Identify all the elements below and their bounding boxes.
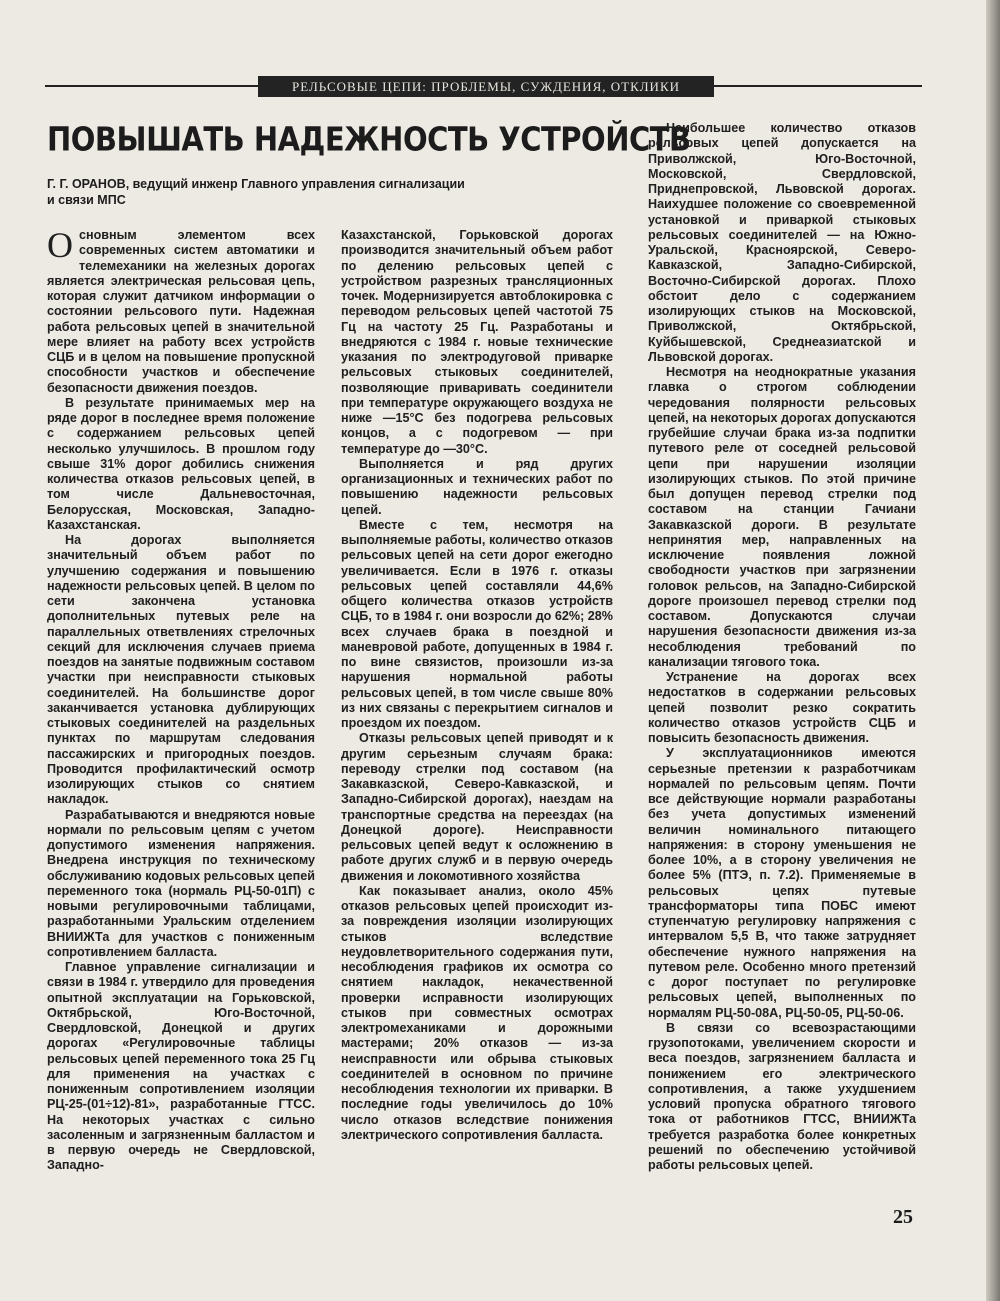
header-rule-left [45,85,260,87]
article-title: ПОВЫШАТЬ НАДЕЖНОСТЬ УСТРОЙСТВ [47,120,691,159]
paragraph: У эксплуатационников имеются серьезные претензии к разработчикам нормалей по рельсовым цепям. Почти все действующие нормали разработаны без учета допустимых изменений величин номинального питающего напряжения: в сторону уменьшения не более 10%, а в сторону увеличения не более 5% (ПТЭ, п. 7.2). Применяемые в рельсовых цепях путевые трансформаторы типа ПОБС имеют ступенчатую регулировку напряжения с интервалом 5,5 В, что также затрудняет обеспечение нужного напряжения на путевом реле. Особенно много претензий с дорог поступает по регулировке рельсовых цепей, выполненных по нормалям РЦ-50-08А, РЦ-50-05, РЦ-50-06. [648,746,916,1020]
header-rule-right [712,85,922,87]
paragraph: Как показывает анализ, около 45% отказов рельсовых цепей происходит из-за повреждения изоляции изолирующих стыков вследствие неудовлетворительного содержания пути, несоблюдения графиков их осмотра со снятием накладок, некачественной проверки исправности изолирующих стыков при совместных осмотрах электромеханиками и дорожными мастерами; 20% отказов — из-за неисправности или обрыва стыковых соединителей в основном по причине несоблюдения технологии их приварки. В последние годы увеличилось до 10% число отказов вследствие понижения электрического сопротивления балласта. [341,883,613,1142]
paragraph: Основным элементом всех современных систем автоматики и телемеханики на железных дорогах является электрическая рельсовая цепь, которая служит датчиком информации о состоянии рельсового пути. Надежная работа рельсовых цепей в значительной мере влияет на работу всех устройств СЦБ и в целом на повышение пропускной способности участков и обеспечение безопасности движения поездов. [47,225,315,395]
paragraph: На дорогах выполняется значительный объем работ по улучшению содержания и повышению надежности рельсовых цепей. В целом по сети закончена установка дополнительных путевых реле на параллельных ответвлениях стрелочных секций для исключения случаев приема поездов на занятые подвижным составом участки при неисправности стыковых соединителей. На большинстве дорог заканчивается установка дублирующих стыковых соединителей на раздельных пунктах по маршрутам следования пассажирских и пригородных поездов. Проводится профилактический осмотр изолирующих стыков со снятием накладок. [47,533,315,807]
drop-cap: О [47,225,73,265]
paragraph: Казахстанской, Горьковской дорогах производится значительный объем работ по делению рельсовых цепей с устройством разрезных трансляционных точек. Модернизируется автоблокировка с переводом рельсовых цепей частотой 75 Гц на частоту 25 Гц. Разработаны и внедряются с 1984 г. новые технические указания по электродуговой приварке рельсовых стыковых соединителей, позволяющие приваривать соединители при температуре окружающего воздуха не ниже —15°С без подогрева рельсовых концов, а с подогревом — при температуре до —30°С. [341,228,613,456]
paragraph: Несмотря на неоднократные указания главка о строгом соблюдении чередования полярности рельсовых цепей, на некоторых дорогах допускаются грубейшие случаи брака из-за подпитки путевого реле от соседней рельсовой цепи при нарушении изоляции изолирующих стыков. По этой причине был допущен перевод стрелки под составом на станции Гачиани Закавказской дороги. В результате непринятия мер, направленных на исключение появления ложной свободности участков при загрязнении головок рельсов, на Западно-Сибирской дороге произошел перевод стрелки под составом. Допускаются случаи нарушения безопасности движения из-за несоблюдения требований по канализации тягового тока. [648,365,916,669]
text-column-1 [47,225,315,1174]
paragraph: В связи со всевозрастающими грузопотоками, увеличением скорости и веса поездов, загрязнением балласта и понижением его электрического сопротивления, а также ухудшением условий пропуска обратного тягового тока от работников ГТСС, ВНИИЖТа требуется разработка более конкретных решений по обеспечению устойчивой работы рельсовых цепей. [648,1020,916,1172]
article-byline: Г. Г. ОРАНОВ, ведущий инженр Главного управления сигнализации и связи МПС [47,177,465,207]
paragraph: Вместе с тем, несмотря на выполняемые работы, количество отказов рельсовых цепей на сети дорог ежегодно увеличивается. Если в 1976 г. отказы рельсовых цепей составляли 44,6% общего количества отказов устройств СЦБ, то в 1984 г. они возросли до 62%; 28% всех случаев брака в поездной и маневровой работе, допущенных в 1984 г. по вине связистов, произошли из-за нарушения нормальной работы рельсовых цепей, в том числе свыше 80% из них связаны с перекрытием сигналов и проездом их поездом. [341,517,613,730]
text-column-2 [341,228,613,1143]
section-rubric: РЕЛЬСОВЫЕ ЦЕПИ: ПРОБЛЕМЫ, СУЖДЕНИЯ, ОТКЛИКИ [258,76,714,97]
paragraph: Отказы рельсовых цепей приводят и к другим серьезным случаям брака: переводу стрелки под составом (на Закавказской, Северо-Кавказской, и Западно-Сибирской дорогах), наездам на транспортные средства на переездах (на Донецкой дороге). Неисправности рельсовых цепей ведут к осложнению в работе других служб и в первую очередь движения и локомотивного хозяйства [341,731,613,883]
paragraph: Устранение на дорогах всех недостатков в содержании рельсовых цепей позволит резко сократить количество отказов устройств СЦБ и повысить безопасность движения. [648,670,916,745]
paragraph: Выполняется и ряд других организационных и технических работ по повышению надежности рельсовых цепей. [341,456,613,517]
paragraph: Наибольшее количество отказов рельсовых цепей допускается на Приволжской, Юго-Восточной, Московской, Свердловской, Приднепровской, Львовской дорогах. Наихудшее положение со своевременной установкой и приваркой стыковых рельсовых соединителей — на Южно-Уральской, Красноярской, Северо-Кавказской, Западно-Сибирской, Восточно-Сибирской дорогах. Плохо обстоит дело с содержанием изолирующих стыков на Московской, Приволжской, Октябрьской, Куйбышевской, Среднеазиатской и Львовской дорогах. [648,121,916,364]
page-number: 25 [893,1206,913,1228]
page-edge-shadow [986,0,1000,1301]
paragraph: В результате принимаемых мер на ряде дорог в последнее время положение с содержанием рельсовых цепей несколько улучшилось. В прошлом году свыше 31% дорог добились снижения количества отказов рельсовых цепей, в том числе Дальневосточная, Белорусская, Московская, Западно-Казахстанская. [47,395,315,532]
paragraph: Разрабатываются и внедряются новые нормали по рельсовым цепям с учетом допустимого изменения напряжения. Внедрена инструкция по техническому обслуживанию кодовых рельсовых цепей переменного тока (нормаль РЦ-50-01П) с новыми регулировочными таблицами, разработанными Уральским отделением ВНИИЖТа для участков с пониженным сопротивлением балласта. [47,807,315,959]
text-column-3 [648,121,916,1173]
paragraph: Главное управление сигнализации и связи в 1984 г. утвердило для проведения опытной эксплуатации на Горьковской, Октябрьской, Юго-Восточной, Свердловской, Донецкой и других дорогах «Регулировочные таблицы рельсовых цепей переменного тока 25 Гц для применения на участках с пониженным сопротивлением изоляции РЦ-25-(01÷12)-81», разработанные ГТСС. На некоторых участках с сильно засоленным и загрязненным балластом и в первую очередь не Свердловской, Западно- [47,960,315,1173]
